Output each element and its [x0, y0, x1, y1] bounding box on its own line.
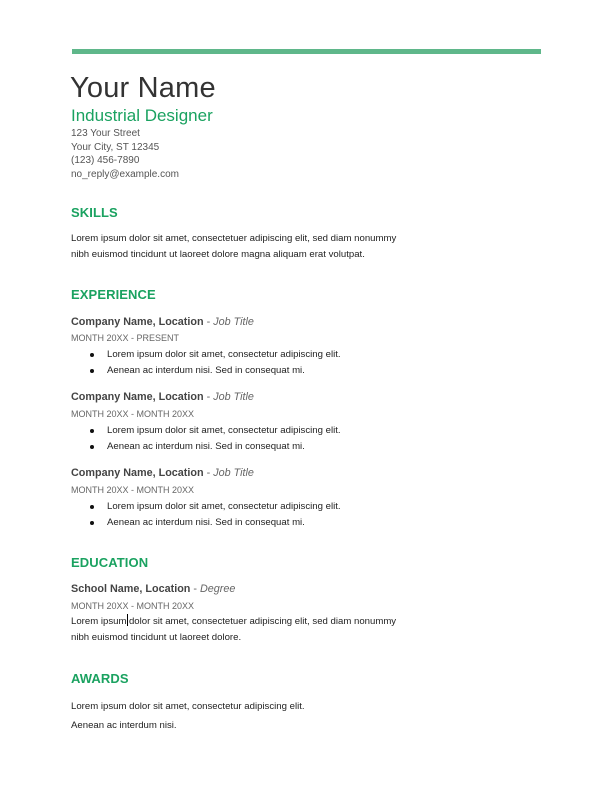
- education-line: nibh euismod tincidunt ut laoreet dolore.: [71, 632, 242, 643]
- contact-street[interactable]: 123 Your Street: [71, 128, 140, 139]
- bullet-icon: [90, 521, 94, 525]
- education-entry-heading[interactable]: [71, 582, 235, 596]
- header-accent-rule: [72, 49, 541, 54]
- contact-email[interactable]: no_reply@example.com: [71, 168, 179, 180]
- contact-city[interactable]: Your City, ST 12345: [71, 141, 160, 153]
- school-location: School Name, Location: [71, 583, 191, 595]
- degree: Degree: [200, 583, 236, 595]
- bullet-item[interactable]: [90, 363, 341, 379]
- skills-line: nibh euismod tincidunt ut laoreet dolore magna aliquam erat volutpat.: [71, 249, 365, 260]
- bullet-icon: [90, 429, 94, 433]
- experience-entry-heading[interactable]: [71, 315, 254, 329]
- awards-line: Lorem ipsum dolor sit amet, consectetur adipiscing elit.: [71, 701, 305, 712]
- bullet-text: Lorem ipsum dolor sit amet, consectetur adipiscing elit.: [107, 501, 341, 512]
- bullet-text: Aenean ac interdum nisi. Sed in consequat mi.: [107, 517, 305, 528]
- bullet-text: Aenean ac interdum nisi. Sed in consequat mi.: [107, 365, 305, 376]
- bullet-item[interactable]: [90, 347, 341, 363]
- company-location: Company Name, Location: [71, 316, 204, 328]
- bullet-icon: [90, 353, 94, 357]
- job-title: Job Title: [213, 391, 254, 403]
- skills-paragraph[interactable]: [71, 231, 396, 263]
- candidate-name[interactable]: Your Name: [70, 72, 216, 104]
- experience-entry-heading[interactable]: [71, 466, 254, 480]
- education-line: [71, 614, 396, 630]
- separator: -: [203, 467, 214, 479]
- contact-phone[interactable]: (123) 456-7890: [71, 155, 140, 167]
- education-dates[interactable]: MONTH 20XX - MONTH 20XX: [71, 601, 195, 611]
- bullet-text: Lorem ipsum dolor sit amet, consectetur adipiscing elit.: [107, 349, 341, 360]
- text-after-cursor: dolor sit amet, consectetuer adipiscing elit, sed diam nonummy: [128, 616, 397, 627]
- text-before-cursor: Lorem ipsum: [71, 616, 127, 627]
- contact-block: [71, 127, 179, 181]
- bullet-item[interactable]: [90, 439, 341, 455]
- company-location: Company Name, Location: [71, 391, 204, 403]
- bullet-icon: [90, 369, 94, 373]
- section-title-awards[interactable]: AWARDS: [71, 671, 129, 686]
- awards-paragraph[interactable]: [71, 697, 305, 735]
- bullet-item[interactable]: [90, 423, 341, 439]
- section-title-experience[interactable]: EXPERIENCE: [71, 287, 156, 302]
- candidate-role[interactable]: Industrial Designer: [71, 106, 213, 125]
- education-paragraph[interactable]: [71, 614, 396, 646]
- bullet-item[interactable]: [90, 499, 341, 515]
- skills-line: Lorem ipsum dolor sit amet, consectetuer adipiscing elit, sed diam nonummy: [71, 233, 397, 244]
- section-title-skills[interactable]: SKILLS: [71, 205, 118, 220]
- job-title: Job Title: [213, 467, 254, 479]
- bullet-icon: [90, 505, 94, 509]
- separator: -: [190, 583, 200, 595]
- experience-bullet-list: [90, 499, 341, 531]
- section-title-education[interactable]: EDUCATION: [71, 555, 149, 570]
- experience-bullet-list: [90, 423, 341, 455]
- experience-entry-heading[interactable]: [71, 390, 254, 404]
- awards-line: Aenean ac interdum nisi.: [71, 720, 177, 731]
- bullet-item[interactable]: [90, 515, 341, 531]
- job-title: Job Title: [213, 316, 254, 328]
- bullet-text: Lorem ipsum dolor sit amet, consectetur adipiscing elit.: [107, 425, 341, 436]
- experience-dates[interactable]: MONTH 20XX - PRESENT: [71, 333, 180, 343]
- separator: -: [203, 391, 214, 403]
- bullet-icon: [90, 445, 94, 449]
- experience-dates[interactable]: MONTH 20XX - MONTH 20XX: [71, 485, 195, 495]
- separator: -: [203, 316, 214, 328]
- experience-bullet-list: [90, 347, 341, 379]
- experience-dates[interactable]: MONTH 20XX - MONTH 20XX: [71, 409, 195, 419]
- company-location: Company Name, Location: [71, 467, 204, 479]
- bullet-text: Aenean ac interdum nisi. Sed in consequat mi.: [107, 441, 305, 452]
